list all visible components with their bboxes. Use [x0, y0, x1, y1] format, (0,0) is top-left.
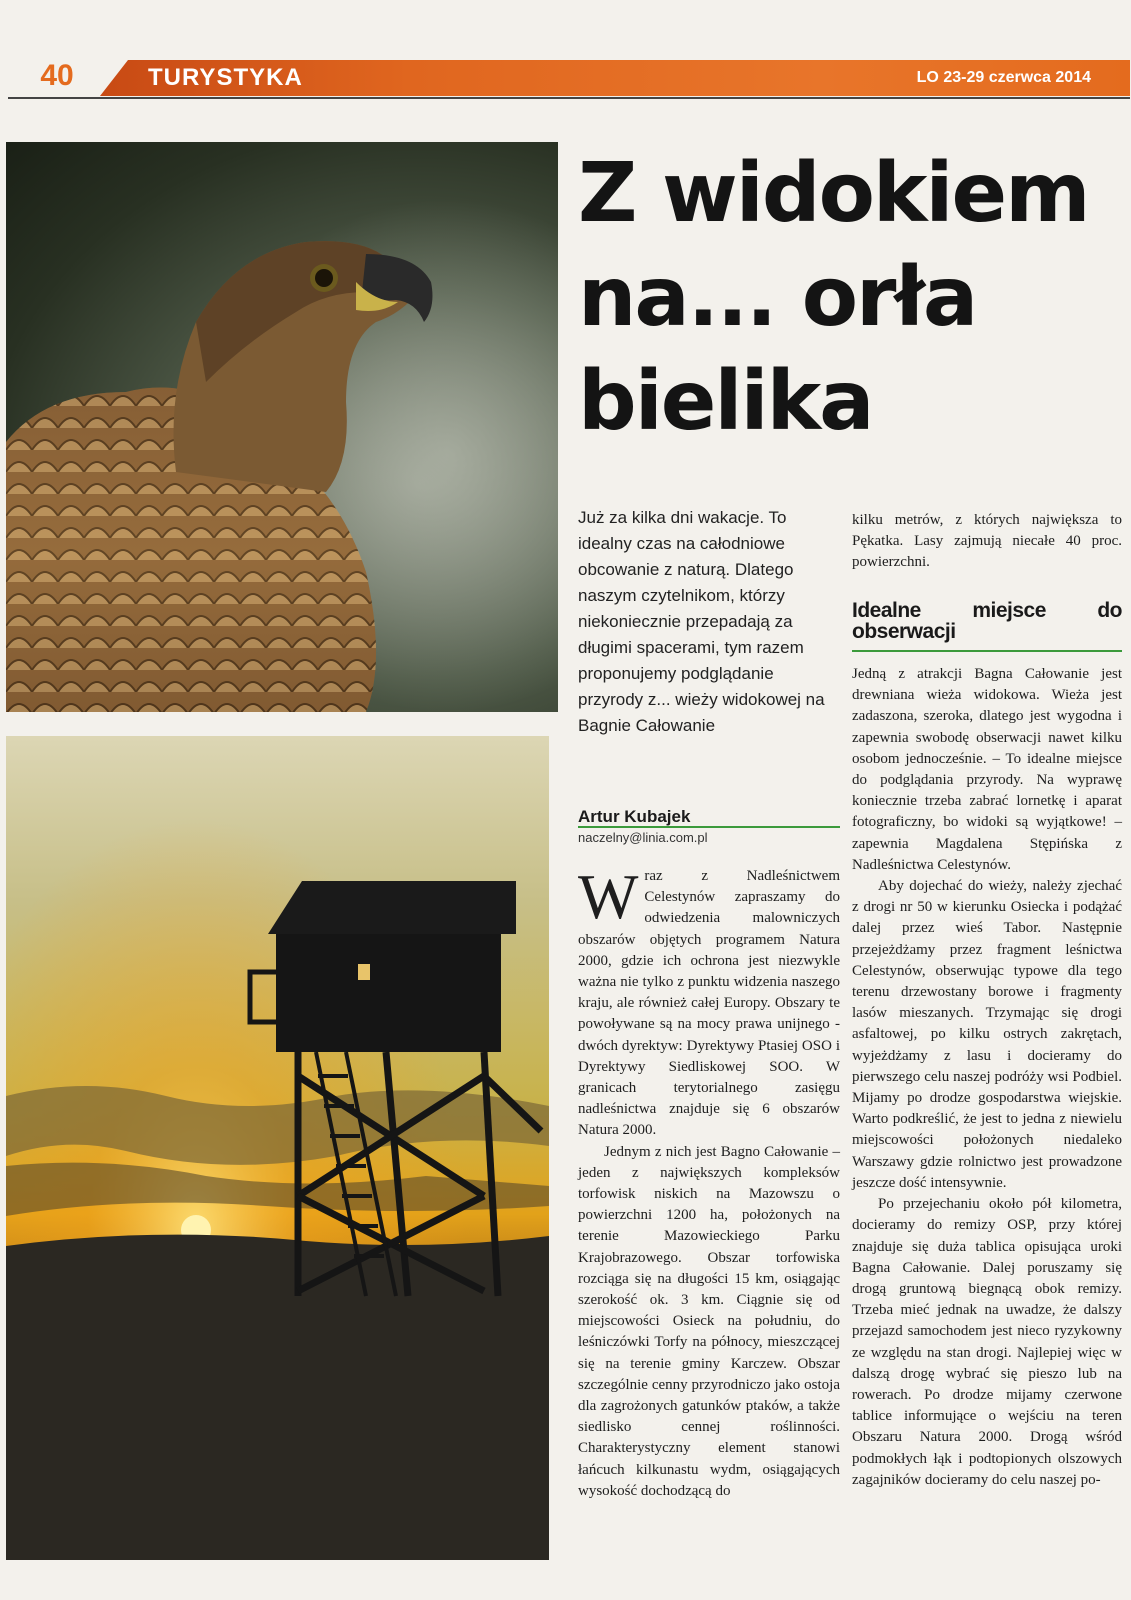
article-title: [578, 142, 1118, 454]
paragraph: Jednym z nich jest Bagno Całowanie – jeden z największych kompleksów torfowisk niskich na Mazowszu o powierzchni 1200 ha, położonych na terenie Mazowieckiego Parku Krajobrazowego. Obszar torfowiska rozciąga się na długości 15 km, osiągając szerokość ok. 3 km. Ciągnie się od miejscowości Osieck na południu, do leśniczówki Torfy na północy, mieszczącej się na terenie gminy Karczew. Obszar szczególnie cenny przyrodniczo jako ostoja dla zagrożonych gatunków ptaków, a także siedlisko cennej roślinności. Charakterystyczny element stanowi łańcuch kilkunastu wydm, osiągających wysokość dochodzącą do: [578, 1143, 840, 1499]
title-line: Z widokiem: [578, 146, 1089, 241]
title-line: bielika: [578, 354, 873, 449]
author-divider: [578, 826, 840, 828]
paragraph-text: raz z Nadleśnictwem Celestynów zapraszamy do odwiedzenia malowniczych obszarów objętych programem Natura 2000, gdzie ich ochrona jest niezwykle ważna nie tylko z punktu widzenia naszego kraju, ale również całej Europy. Obszary te powoływane są na mocy prawa unijnego - dwóch dyrektyw: Dyrektywy Ptasiej OSO i Dyrektywy Siedliskowej SOO. W granicach terytorialnego zasięgu nadleśnictwa znajduje się 6 obszarów Natura 2000.: [578, 868, 840, 1139]
eagle-illustration: [6, 142, 558, 712]
page-number: 40: [40, 59, 74, 92]
paragraph: Aby dojechać do wieży, należy zjechać z drogi nr 50 w kierunku Osiecka i podążać dalej przez wieś Tabor. Następnie przejeżdżamy przez fragment leśnictwa Celestynów, obserwując typowe dla tego terenu drzewostany borowe i fragmenty lasów mieszanych. Trzymając się drogi asfaltowej, po kilku ostrych zakrętach, wyjeżdżamy z lasu i docieramy do pierwszego celu naszej podróży wsi Podbiel. Mijamy po drodze gospodarstwa wiejskie. Warto podkreślić, że jest to jedna z niewielu miejscowości położonych niedaleko Warszawy gdzie rolnictwo jest prowadzone jeszcze dość intensywnie.: [852, 878, 1122, 1191]
eagle-photo: [6, 142, 558, 712]
tower-sunset-illustration: [6, 736, 549, 1560]
article-column-1: [578, 861, 840, 1502]
title-line: na... orła: [578, 250, 977, 345]
observation-tower-photo: [6, 736, 549, 1560]
header-rule: [8, 97, 1130, 99]
issue-date: LO 23-29 czerwca 2014: [916, 69, 1091, 86]
article-column-2: [852, 510, 1122, 1491]
paragraph: Jedną z atrakcji Bagna Całowanie jest drewniana wieża widokowa. Wieża jest zadaszona, szeroka, dlatego jest wygodna i zapewnia swobodę obserwacji nawet kilku osobom jednocześnie. – To idealne miejsce do podglądania przyrody. Na wyprawę koniecznie trzeba zabrać lornetkę i aparat fotograficzny, bo widoki są wyjątkowe! – zapewnia Magdalena Stępińska z Nadleśnictwa Celestynów.: [852, 666, 1122, 873]
paragraph: Po przejechaniu około pół kilometra, docieramy do remizy OSP, przy której znajduje się duża tablica opisująca uroki Bagna Całowanie. Dalej poruszamy się drogą gruntową biegnącą obok remizy. Trzeba mieć jednak na uwadze, że dalszy przejazd samochodem jest nieco ryzykowny ze względu na stan drogi. Najlepiej więc w dalszą drogę wybrać się pieszo lub na rowerach. Po drodze mijamy czerwone tablice informujące o wejściu na teren Obszaru Natura 2000. Drogą wśród podmokłych łąk i podtopionych olszowych zagajników docieramy do celu naszej po-: [852, 1196, 1122, 1488]
paragraph: [578, 861, 840, 1142]
drop-cap: W: [578, 861, 639, 932]
section-subheading: Idealne miejsce do obserwacji: [852, 600, 1122, 652]
author-email: naczelny@linia.com.pl: [578, 830, 708, 845]
author-name: Artur Kubajek: [578, 807, 691, 826]
article-lead: Już za kilka dni wakacje. To idealny czas na całodniowe obcowanie z naturą. Dlatego naszym czytelnikom, którzy niekoniecznie przepadają za długimi spacerami, tym razem proponujemy podglądanie przyrody z... wieży widokowej na Bagnie Całowanie: [578, 508, 825, 735]
paragraph: kilku metrów, z których największa to Pękatka. Lasy zajmują niecałe 40 proc. powierzchni.: [852, 512, 1122, 571]
section-label: TURYSTYKA: [148, 64, 303, 91]
